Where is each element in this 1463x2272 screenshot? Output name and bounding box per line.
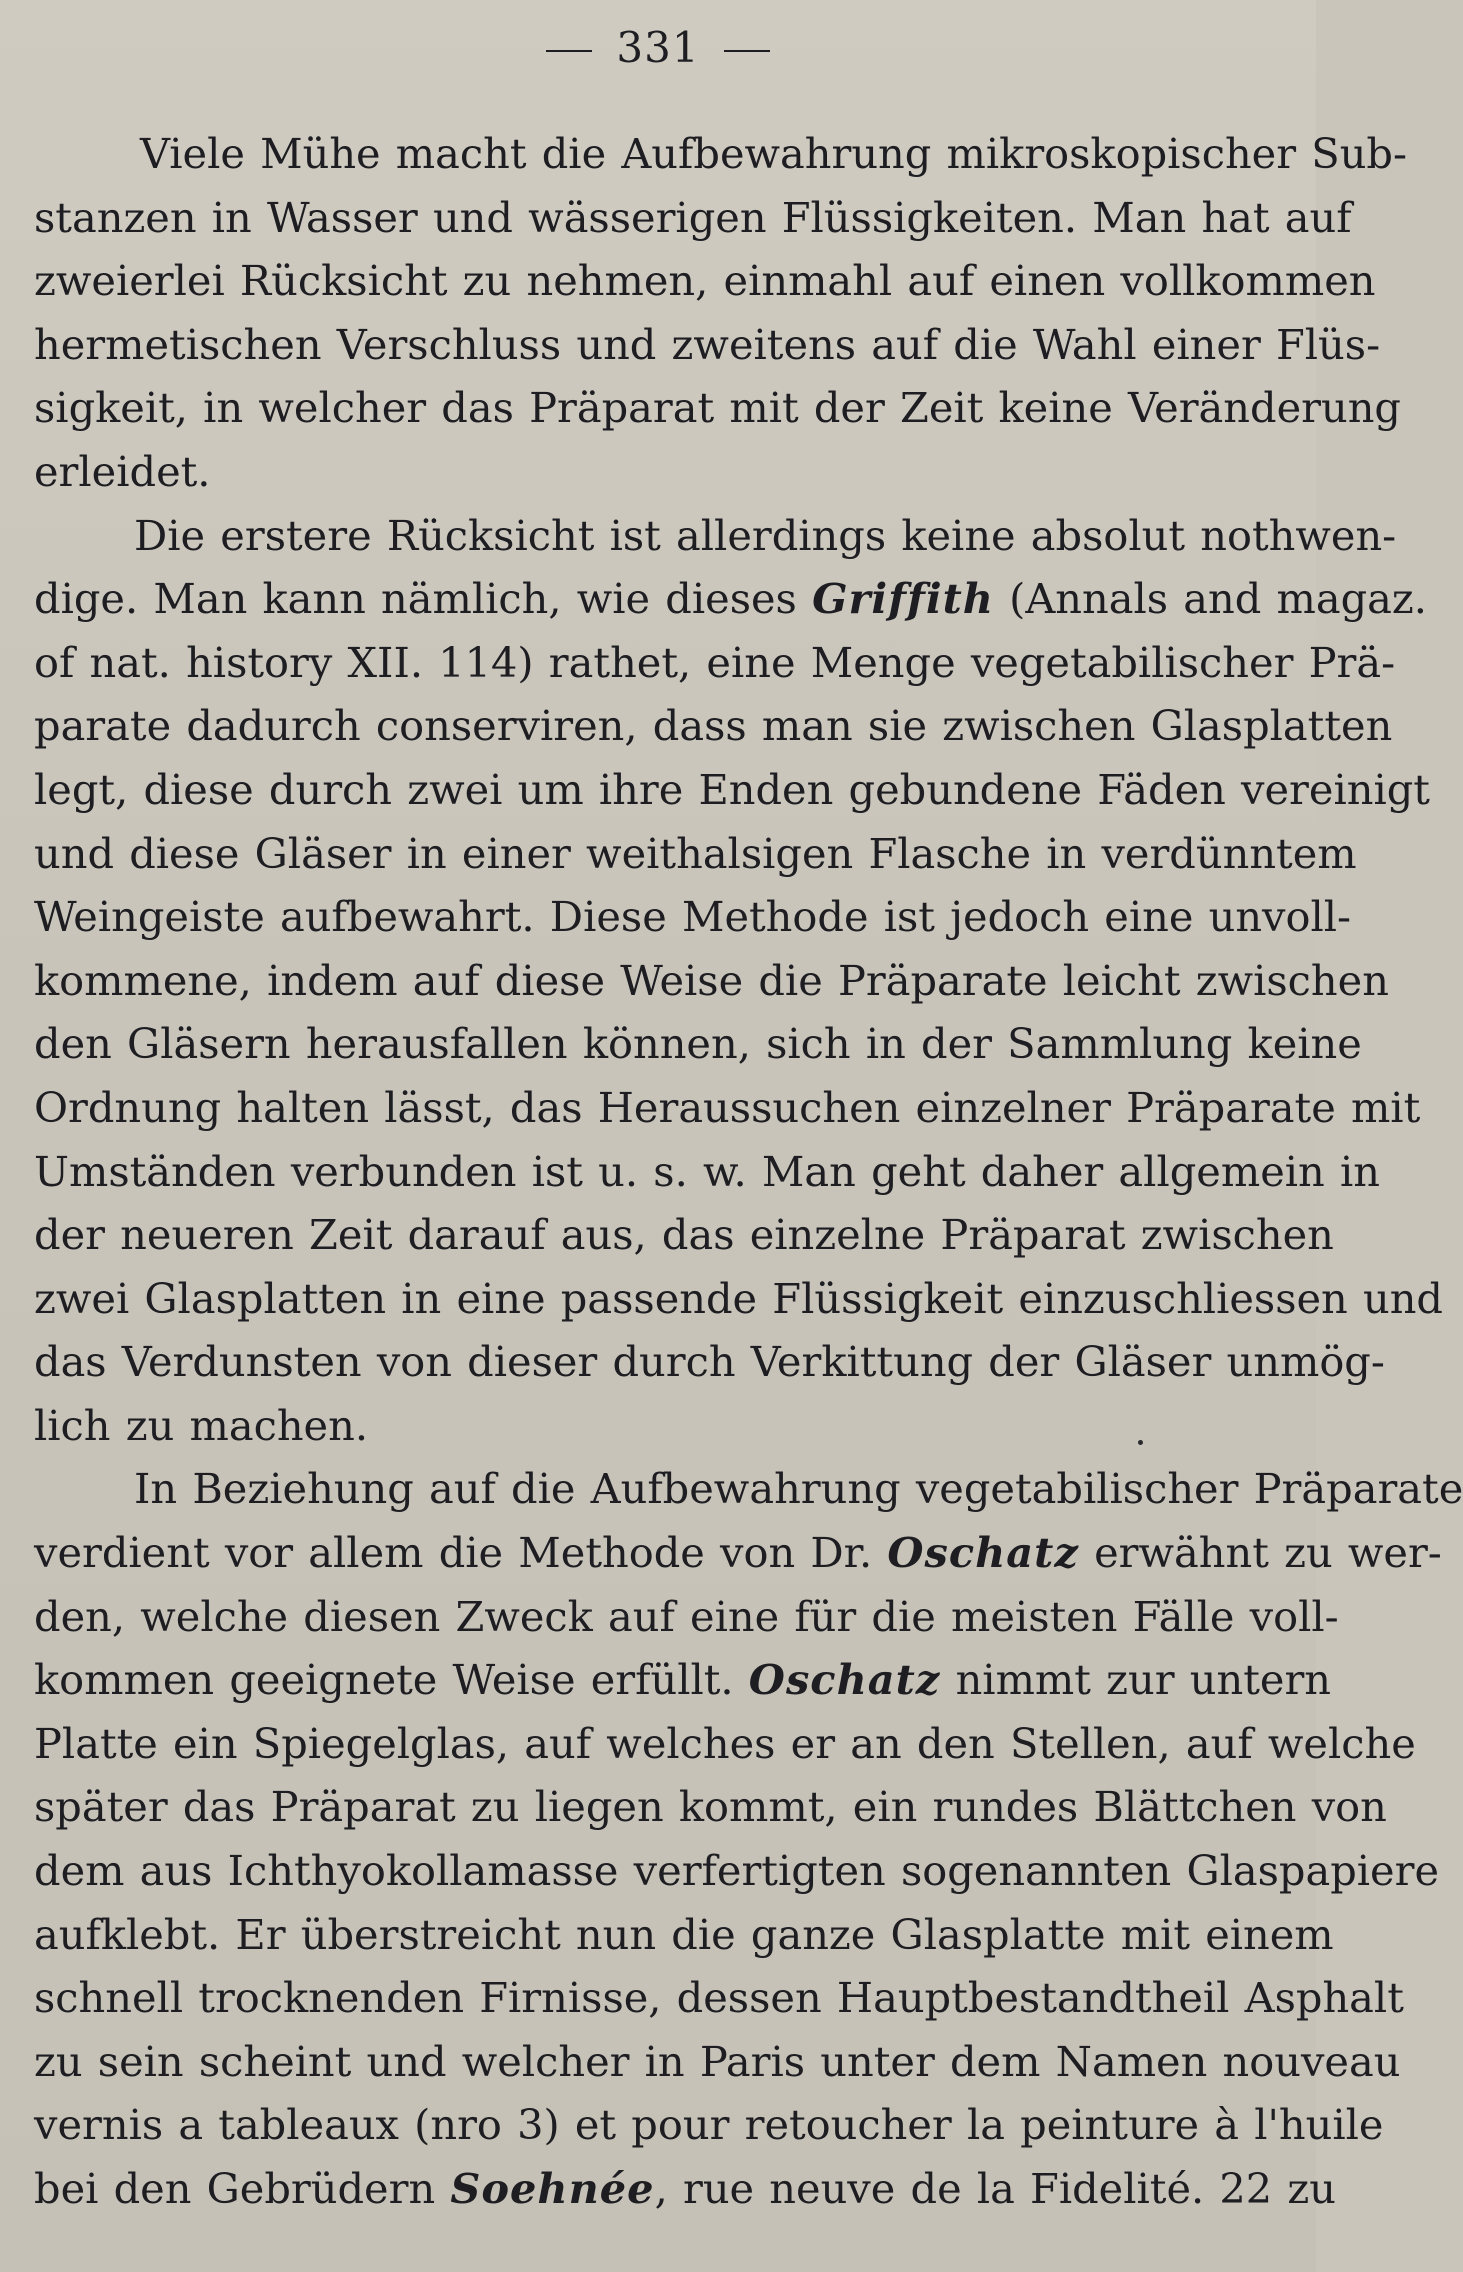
line-text: erleidet. [34, 446, 211, 496]
line-text: aufklebt. Er überstreicht nun die ganze Glasplatte mit einem [34, 1909, 1334, 1959]
text-line [34, 1203, 1334, 1267]
author-name: Soehnée [450, 2164, 655, 2213]
line-text: hermetischen Verschluss und zweitens auf die Wahl einer Flüs- [34, 319, 1381, 369]
line-text: dem aus Ichthyokollamasse verfertigten sogenannten Glaspapiere [34, 1846, 1440, 1896]
text-line [34, 1775, 1387, 1839]
line-text: vernis a tableaux (nro 3) et pour retoucher la peinture à l'huile [34, 2100, 1384, 2150]
line-text: (Annals and magaz. [993, 574, 1427, 624]
line-text: legt, diese durch zwei um ihre Enden gebundene Fäden vereinigt [34, 764, 1430, 814]
text-line [34, 1330, 1385, 1394]
text-line [34, 1648, 1332, 1712]
text-line [34, 694, 1393, 758]
line-text: sigkeit, in welcher das Präparat mit der Zeit keine Veränderung [34, 383, 1401, 433]
line-text: nimmt zur untern [940, 1655, 1332, 1705]
line-text: den, welche diesen Zweck auf eine für die meisten Fälle voll- [34, 1591, 1339, 1641]
text-line [34, 949, 1389, 1013]
line-text: später das Präparat zu liegen kommt, ein rundes Blättchen von [34, 1782, 1387, 1832]
line-text: der neueren Zeit darauf aus, das einzelne Präparat zwischen [34, 1210, 1334, 1260]
text-line [34, 440, 1272, 504]
text-line [34, 2030, 1401, 2094]
print-speck [1138, 1440, 1143, 1445]
header-dash-right [724, 50, 770, 52]
paragraph [34, 1457, 1463, 2220]
text-line [34, 567, 1427, 631]
line-text: Die erstere Rücksicht ist allerdings keine absolut nothwen- [134, 510, 1397, 560]
text-line [34, 822, 1357, 886]
line-text: Ordnung halten lässt, das Heraussuchen einzelner Präparate mit [34, 1082, 1421, 1132]
text-line [34, 2093, 1384, 2157]
text-line [34, 313, 1381, 377]
text-line [34, 504, 1397, 568]
line-text: zweierlei Rücksicht zu nehmen, einmahl auf einen vollkommen [34, 256, 1376, 306]
text-line [34, 631, 1396, 695]
page-number: 331 [616, 23, 700, 72]
line-text: , rue neuve de la Fidelité. 22 zu [654, 2164, 1336, 2213]
line-text: und diese Gläser in einer weithalsigen Flasche in verdünntem [34, 828, 1357, 878]
text-line [34, 1012, 1362, 1076]
text-line [34, 122, 1408, 186]
author-name: Oschatz [887, 1528, 1079, 1578]
text-line [34, 1140, 1380, 1204]
text-line [34, 1712, 1416, 1776]
paragraph [34, 122, 1408, 504]
text-line [34, 1076, 1421, 1140]
text-line [34, 1521, 1442, 1585]
line-text: In Beziehung auf die Aufbewahrung vegetabilischer Präparate [134, 1464, 1463, 1514]
line-text: zwei Glasplatten in eine passende Flüssigkeit einzuschliessen und [34, 1273, 1443, 1323]
text-line [34, 1839, 1440, 1903]
line-text: das Verdunsten von dieser durch Verkittung der Gläser unmög- [34, 1337, 1385, 1387]
line-text: verdient vor allem die Methode von Dr. [34, 1528, 888, 1578]
text-line [34, 2157, 1336, 2221]
page-header [0, 20, 1316, 76]
line-text: parate dadurch conserviren, dass man sie zwischen Glasplatten [34, 701, 1393, 751]
line-text: kommene, indem auf diese Weise die Präparate leicht zwischen [34, 955, 1389, 1005]
text-line [34, 1585, 1339, 1649]
text-line [34, 758, 1430, 822]
line-text: Weingeiste aufbewahrt. Diese Methode ist jedoch eine unvoll- [34, 892, 1352, 942]
line-text: zu sein scheint und welcher in Paris unter dem Namen nouveau [34, 2036, 1401, 2086]
text-line [34, 1457, 1463, 1521]
line-text: Umständen verbunden ist u. s. w. Man geht daher allgemein in [34, 1146, 1380, 1196]
line-text: schnell trocknenden Firnisse, dessen Hauptbestandtheil Asphalt [34, 1973, 1404, 2023]
line-text: Platte ein Spiegelglas, auf welches er an den Stellen, auf welche [34, 1718, 1416, 1768]
text-line [34, 249, 1376, 313]
line-text: Viele Mühe macht die Aufbewahrung mikroskopischer Sub- [140, 129, 1408, 178]
author-name: Griffith [812, 574, 994, 624]
text-line [34, 1966, 1404, 2030]
line-text: stanzen in Wasser und wässerigen Flüssigkeiten. Man hat auf [34, 192, 1352, 242]
text-line [34, 885, 1352, 949]
author-name: Oschatz [748, 1655, 941, 1705]
line-text: kommen geeignete Weise erfüllt. [34, 1655, 749, 1705]
line-text: den Gläsern herausfallen können, sich in der Sammlung keine [34, 1019, 1362, 1069]
line-text: dige. Man kann nämlich, wie dieses [34, 574, 813, 624]
text-line [34, 1903, 1334, 1967]
text-line [34, 186, 1352, 250]
paragraph [34, 504, 1443, 1458]
line-text: bei den Gebrüdern [34, 2164, 451, 2213]
line-text: of nat. history XII. 114) rathet, eine Menge vegetabilischer Prä- [34, 637, 1396, 687]
body-text [34, 122, 1463, 2221]
text-line [34, 1267, 1443, 1331]
text-line [34, 1394, 1272, 1458]
line-text: lich zu machen. [34, 1400, 369, 1450]
text-line [34, 376, 1401, 440]
header-dash-left [546, 50, 592, 52]
line-text: erwähnt zu wer- [1078, 1528, 1442, 1578]
